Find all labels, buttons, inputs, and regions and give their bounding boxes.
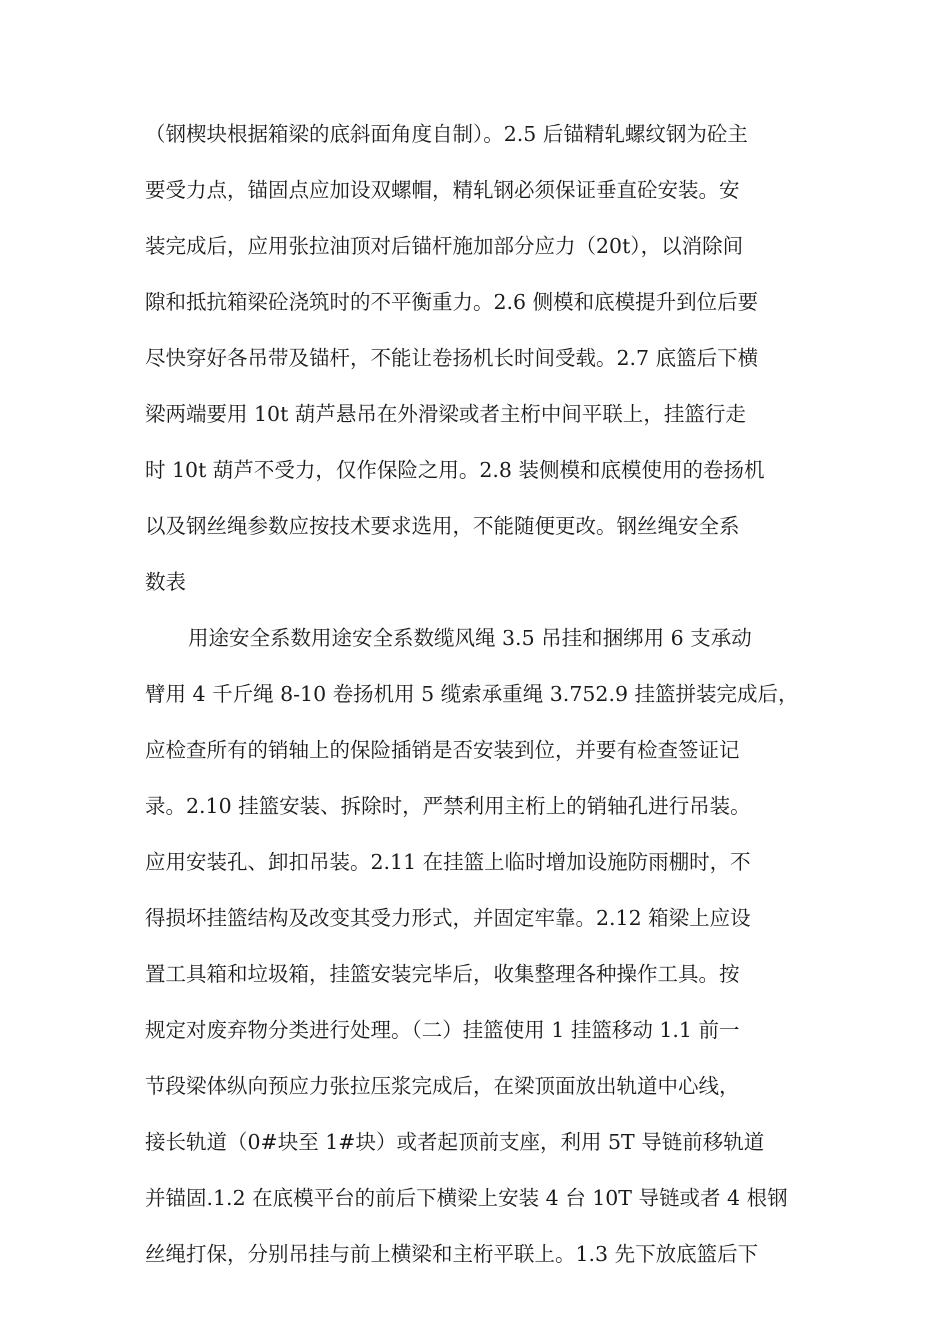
- text-line: 节段梁体纵向预应力张拉压浆完成后，在梁顶面放出轨道中心线，: [145, 1074, 740, 1098]
- text-line: 要受力点，锚固点应加设双螺帽，精轧钢必须保证垂直砼安装。安: [145, 178, 740, 202]
- text-line: 梁两端要用 10t 葫芦悬吊在外滑梁或者主桁中间平联上，挂篮行走: [145, 402, 746, 426]
- text-line: 丝绳打保，分别吊挂与前上横梁和主桁平联上。1.3 先下放底篮后下: [145, 1242, 759, 1266]
- text-line: （钢楔块根据箱梁的底斜面角度自制）。2.5 后锚精轧螺纹钢为砼主: [145, 122, 748, 146]
- text-line: 规定对废弃物分类进行处理。（二）挂篮使用 1 挂篮移动 1.1 前一: [145, 1018, 740, 1042]
- text-line: 臂用 4 千斤绳 8-10 卷扬机用 5 缆索承重绳 3.752.9 挂篮拼装完成后，: [145, 682, 799, 706]
- text-line: 并锚固.1.2 在底模平台的前后下横梁上安装 4 台 10T 导链或者 4 根钢: [145, 1186, 788, 1210]
- text-line: 接长轨道（0#块至 1#块）或者起顶前支座，利用 5T 导链前移轨道: [145, 1130, 765, 1154]
- text-line: 得损坏挂篮结构及改变其受力形式，并固定牢靠。2.12 箱梁上应设: [145, 906, 751, 930]
- text-line: 装完成后，应用张拉油顶对后锚杆施加部分应力（20t），以消除间: [145, 234, 744, 258]
- text-line: 隙和抵抗箱梁砼浇筑时的不平衡重力。2.6 侧模和底模提升到位后要: [145, 290, 759, 314]
- text-line: 时 10t 葫芦不受力，仅作保险之用。2.8 装侧模和底模使用的卷扬机: [145, 458, 765, 482]
- text-line: 尽快穿好各吊带及锚杆，不能让卷扬机长时间受载。2.7 底篮后下横: [145, 346, 759, 370]
- text-line: 置工具箱和垃圾箱，挂篮安装完毕后，收集整理各种操作工具。按: [145, 962, 740, 986]
- text-line: 数表: [145, 570, 186, 594]
- text-line: 应用安装孔、卸扣吊装。2.11 在挂篮上临时增加设施防雨棚时，不: [145, 850, 751, 874]
- text-line: 应检查所有的销轴上的保险插销是否安装到位，并要有检查签证记: [145, 738, 740, 762]
- text-line: 录。2.10 挂篮安装、拆除时，严禁利用主桁上的销轴孔进行吊装。: [145, 794, 751, 818]
- text-line: 以及钢丝绳参数应按技术要求选用，不能随便更改。钢丝绳安全系: [145, 514, 740, 538]
- text-line: 用途安全系数用途安全系数缆风绳 3.5 吊挂和捆绑用 6 支承动: [188, 626, 752, 650]
